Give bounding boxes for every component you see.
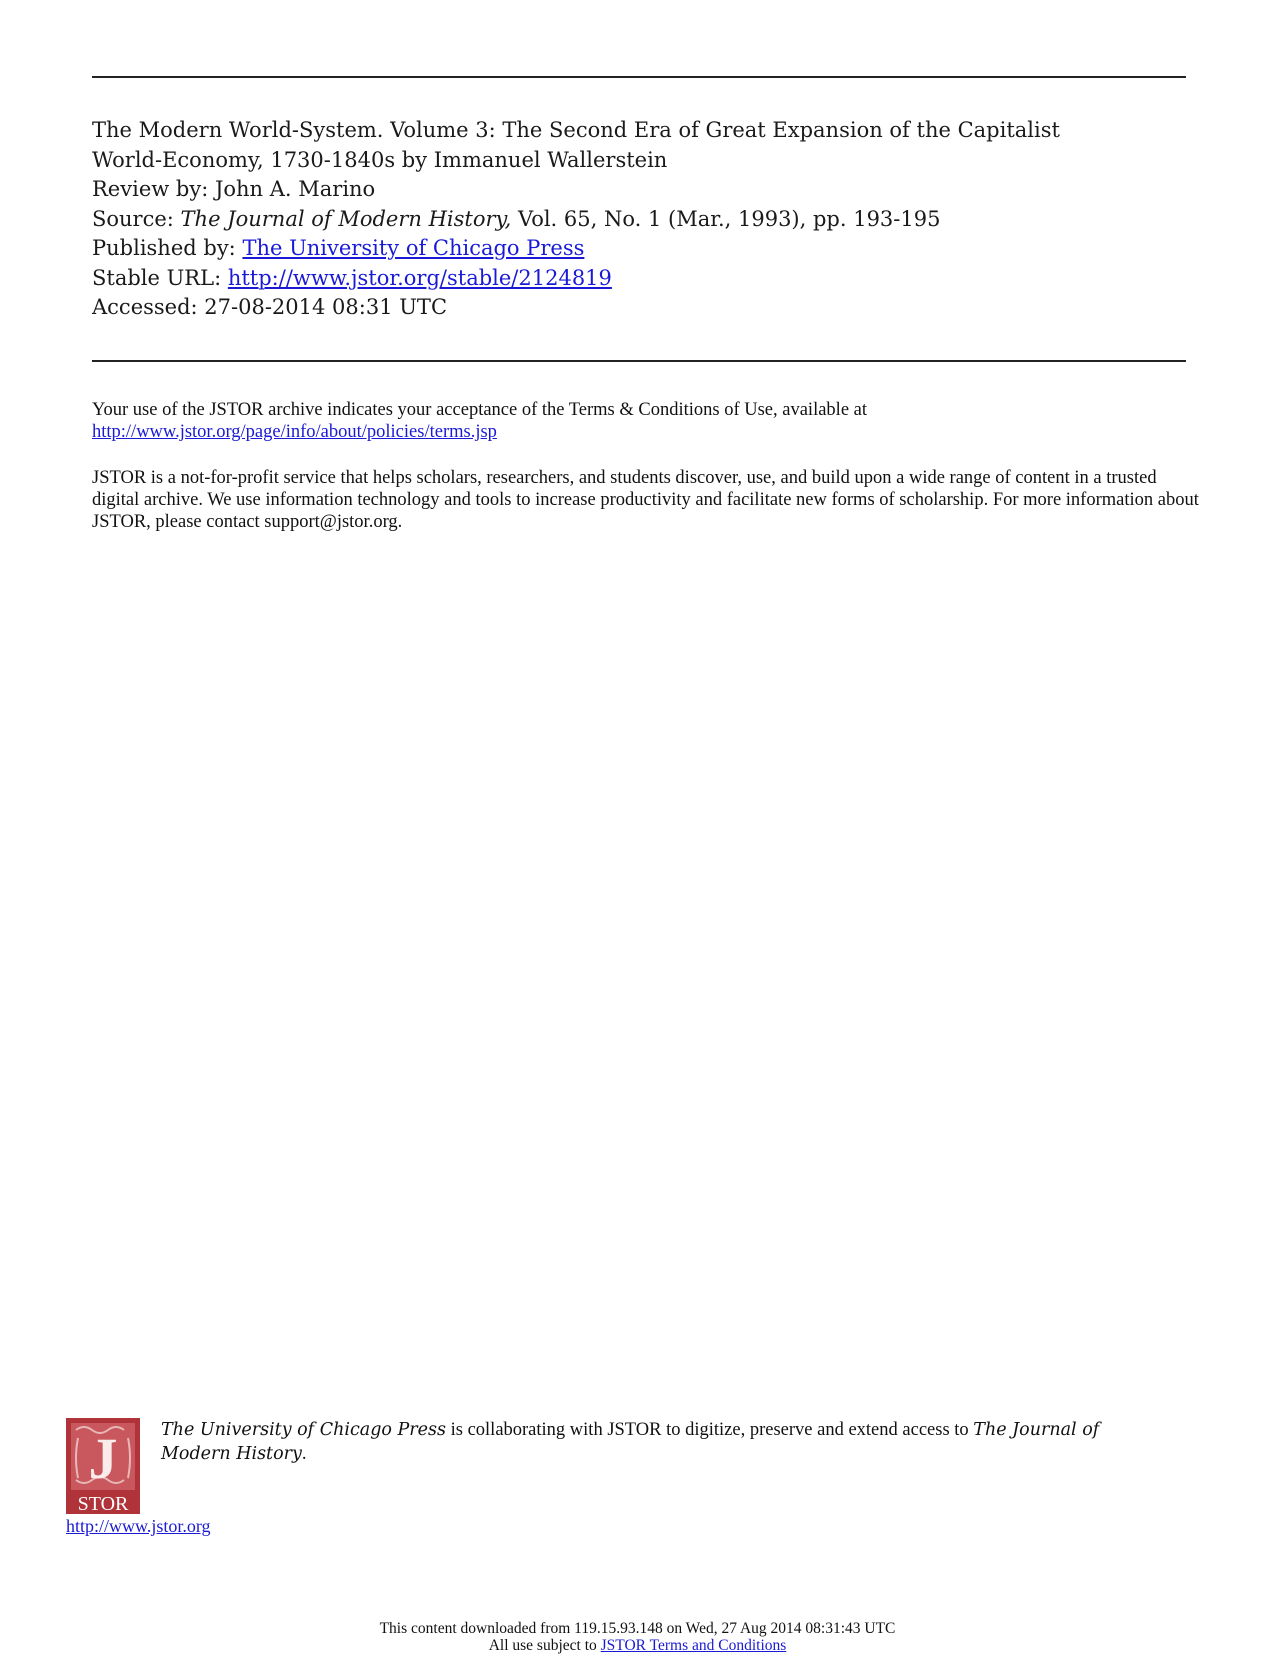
source-journal: The Journal of Modern History, bbox=[180, 206, 512, 231]
source-label: Source: bbox=[92, 206, 181, 231]
collab-middle: is collaborating with JSTOR to digitize, preserve and extend access to bbox=[445, 1420, 974, 1440]
logo-text: STOR bbox=[77, 1493, 129, 1514]
bottom-divider bbox=[92, 360, 1186, 362]
jstor-logo bbox=[66, 1418, 140, 1514]
source-details: Vol. 65, No. 1 (Mar., 1993), pp. 193-195 bbox=[511, 206, 941, 231]
stable-url-line bbox=[92, 264, 1192, 294]
source-line bbox=[92, 205, 1192, 235]
stable-url-link[interactable]: http://www.jstor.org/stable/2124819 bbox=[227, 265, 612, 290]
publisher-link[interactable]: The University of Chicago Press bbox=[242, 236, 585, 260]
stable-url-label: Stable URL: bbox=[92, 265, 228, 290]
download-notice: This content downloaded from 119.15.93.148 on Wed, 27 Aug 2014 08:31:43 UTC bbox=[379, 1620, 896, 1637]
terms-text: Your use of the JSTOR archive indicates your acceptance of the Terms & Conditions of Use, available at bbox=[92, 400, 868, 420]
published-label: Published by: bbox=[92, 236, 243, 260]
terms-notice bbox=[92, 399, 1202, 443]
usage-notice bbox=[0, 1637, 1275, 1654]
terms-url-link[interactable]: http://www.jstor.org/page/info/about/policies/terms.jsp bbox=[92, 422, 497, 442]
usage-prefix: All use subject to bbox=[488, 1637, 601, 1654]
citation-block bbox=[92, 116, 1192, 323]
article-title-line-1: The Modern World-System. Volume 3: The Second Era of Great Expansion of the Capitalist bbox=[92, 118, 1060, 142]
review-by: Review by: John A. Marino bbox=[92, 177, 376, 201]
article-title-line-2: World-Economy, 1730-1840s by Immanuel Wallerstein bbox=[92, 147, 668, 172]
top-divider bbox=[92, 76, 1186, 78]
accessed-line: Accessed: 27-08-2014 08:31 UTC bbox=[92, 295, 448, 319]
jstor-home-link[interactable]: http://www.jstor.org bbox=[66, 1516, 211, 1536]
collab-publisher: The University of Chicago Press bbox=[161, 1420, 446, 1440]
published-line bbox=[92, 234, 1192, 264]
collab-end: . bbox=[301, 1444, 307, 1464]
logo-letter: J bbox=[88, 1426, 118, 1491]
collab-journal: The Journal of Modern History bbox=[161, 1420, 1100, 1464]
collaboration-notice bbox=[161, 1418, 1171, 1466]
terms-conditions-link[interactable]: JSTOR Terms and Conditions bbox=[600, 1637, 787, 1654]
about-jstor: JSTOR is a not-for-profit service that helps scholars, researchers, and students discover, use, and build upon a wide range of content in a trusted digital archive. We use information technology and tools to increase productivity and facilitate new forms of scholarship. For more information about JSTOR, please contact support@jstor.org. bbox=[92, 468, 1199, 532]
